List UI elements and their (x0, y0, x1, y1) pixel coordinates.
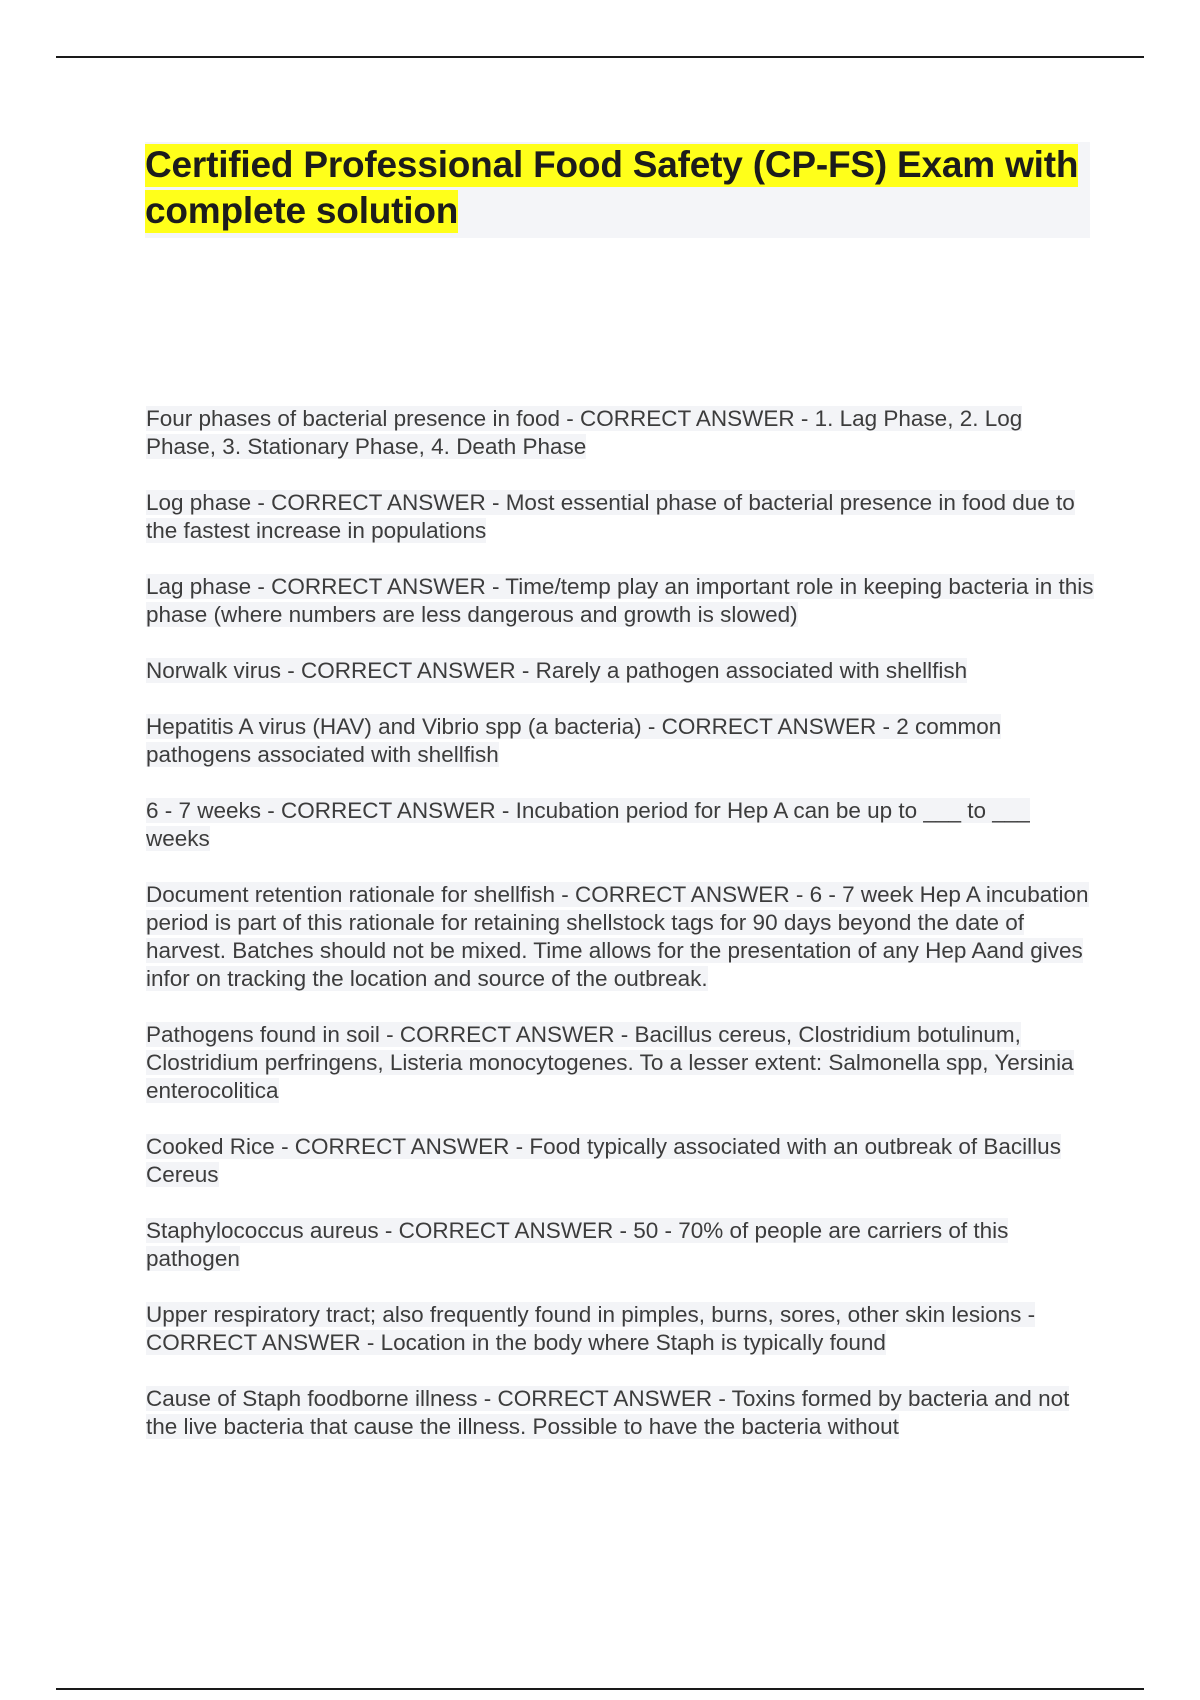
qa-item (146, 489, 1096, 545)
qa-text: 6 - 7 weeks - CORRECT ANSWER - Incubation period for Hep A can be up to ___ to ___ weeks (146, 798, 1030, 851)
qa-text: Four phases of bacterial presence in food - CORRECT ANSWER - 1. Lag Phase, 2. Log Phase, 3. Stationary Phase, 4. Death Phase (146, 406, 1023, 459)
qa-text: Log phase - CORRECT ANSWER - Most essential phase of bacterial presence in food due to the fastest increase in populations (146, 490, 1075, 543)
qa-item (146, 1385, 1096, 1441)
qa-item (146, 1301, 1096, 1357)
qa-text: Lag phase - CORRECT ANSWER - Time/temp play an important role in keeping bacteria in this phase (where numbers are less dangerous and growth is slowed) (146, 574, 1094, 627)
qa-item (146, 713, 1096, 769)
qa-list (146, 405, 1096, 1469)
qa-item (146, 405, 1096, 461)
qa-text: Pathogens found in soil - CORRECT ANSWER - Bacillus cereus, Clostridium botulinum, Clostridium perfringens, Listeria monocytogenes. To a lesser extent: Salmonella spp, Yersinia enterocolitica (146, 1022, 1074, 1103)
qa-text: Hepatitis A virus (HAV) and Vibrio spp (a bacteria) - CORRECT ANSWER - 2 common pathogens associated with shellfish (146, 714, 1002, 767)
qa-text: Cooked Rice - CORRECT ANSWER - Food typically associated with an outbreak of Bacillus Cereus (146, 1134, 1061, 1187)
qa-text: Norwalk virus - CORRECT ANSWER - Rarely a pathogen associated with shellfish (146, 658, 968, 683)
qa-item (146, 1021, 1096, 1105)
title-block (145, 142, 1090, 238)
qa-item (146, 573, 1096, 629)
qa-item (146, 797, 1096, 853)
qa-text: Staphylococcus aureus - CORRECT ANSWER - 50 - 70% of people are carriers of this pathogen (146, 1218, 1009, 1271)
qa-text: Cause of Staph foodborne illness - CORRECT ANSWER - Toxins formed by bacteria and not the live bacteria that cause the illness. Possible to have the bacteria without (146, 1386, 1070, 1439)
title-highlight: Certified Professional Food Safety (CP-FS) Exam with complete solution (145, 144, 1079, 231)
document-title (145, 142, 1090, 234)
qa-item (146, 881, 1096, 993)
qa-text: Upper respiratory tract; also frequently found in pimples, burns, sores, other skin lesions - CORRECT ANSWER - Location in the body where Staph is typically found (146, 1302, 1036, 1355)
qa-text: Document retention rationale for shellfish - CORRECT ANSWER - 6 - 7 week Hep A incubation period is part of this rationale for retaining shellstock tags for 90 days beyond the date of harvest. Batches should not be mixed. Time allows for the presentation of any Hep Aand gives infor on tracking the location and source of the outbreak. (146, 882, 1089, 991)
qa-item (146, 1133, 1096, 1189)
qa-item (146, 657, 1096, 685)
bottom-rule (56, 1688, 1144, 1690)
qa-item (146, 1217, 1096, 1273)
top-rule (56, 56, 1144, 58)
